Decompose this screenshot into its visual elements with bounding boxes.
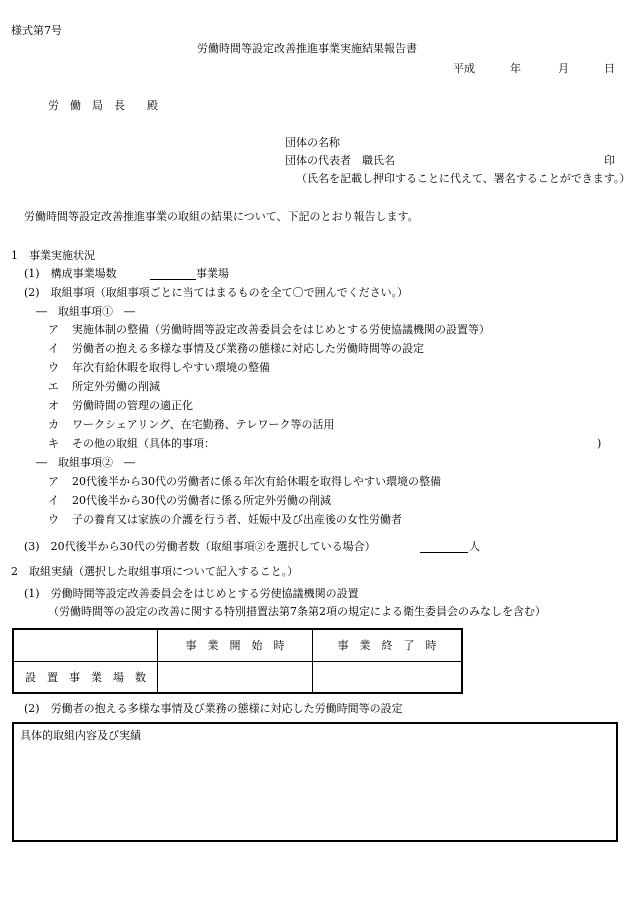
list-item: 20代後半から30代の労働者に係る所定外労働の削減 <box>72 494 331 507</box>
item1-label: (1) 構成事業場数 <box>24 267 117 280</box>
details-label: 具体的取組内容及び実績 <box>20 729 141 742</box>
list-item-mark[interactable]: オ <box>48 399 59 412</box>
other-close-paren: ) <box>597 437 602 450</box>
list-item: 実施体制の整備（労働時間等設定改善委員会をはじめとする労使協議機関の設置等） <box>72 323 490 336</box>
list-item: 20代後半から30代の労働者に係る年次有給休暇を取得しやすい環境の整備 <box>72 475 441 488</box>
intro-text: 労働時間等設定改善推進事業の取組の結果について、下記のとおり報告します。 <box>24 210 419 223</box>
list-item-mark[interactable]: イ <box>48 342 59 355</box>
site-count-field[interactable] <box>150 268 196 280</box>
list-item-mark[interactable]: ウ <box>48 513 59 526</box>
list-item-mark[interactable]: イ <box>48 494 59 507</box>
end-site-count-cell[interactable] <box>313 661 463 693</box>
date-day: 日 <box>604 62 615 75</box>
list-item: 年次有給休暇を取得しやすい環境の整備 <box>72 361 270 374</box>
col-start-header: 事 業 開 始 時 <box>158 629 313 661</box>
row-label-site-count: 設 置 事 業 場 数 <box>13 661 158 693</box>
list-item-mark[interactable]: ウ <box>48 361 59 374</box>
list-item: ワークシェアリング、在宅勤務、テレワーク等の活用 <box>72 418 335 431</box>
list-item: 子の養育又は家族の介護を行う者、妊娠中及び出産後の女性労働者 <box>72 513 402 526</box>
section2-item1: (1) 労働時間等設定改善委員会をはじめとする労使協議機関の設置 <box>24 587 359 600</box>
table-corner-cell <box>13 629 158 661</box>
list-item-mark[interactable]: エ <box>48 380 59 393</box>
details-textarea[interactable] <box>12 722 618 842</box>
form-number: 様式第7号 <box>11 24 62 37</box>
list-item: 労働時間の管理の適正化 <box>72 399 193 412</box>
date-era: 平成 <box>453 62 475 75</box>
representative-label: 団体の代表者 職氏名 <box>285 154 395 167</box>
committee-table <box>12 628 463 694</box>
seal-mark: 印 <box>604 154 615 167</box>
list-item: 労働者の抱える多様な事情及び業務の態様に対応した労働時間等の設定 <box>72 342 424 355</box>
addressee: 労 働 局 長 殿 <box>48 99 158 112</box>
list-item-mark[interactable]: カ <box>48 418 59 431</box>
section2-heading: 2 取組実績（選択した取組事項について記入すること。） <box>11 565 299 578</box>
list-item-mark[interactable]: キ <box>48 437 59 450</box>
list-item-mark[interactable]: ア <box>48 475 59 488</box>
list-item-mark[interactable]: ア <box>48 323 59 336</box>
group2-heading: ― 取組事項② ― <box>36 456 135 469</box>
worker-count-field[interactable] <box>420 541 468 553</box>
item3-suffix: 人 <box>469 540 480 553</box>
start-site-count-cell[interactable] <box>158 661 313 693</box>
org-name-label: 団体の名称 <box>285 136 340 149</box>
section2-item1-note: （労働時間等の設定の改善に関する特別措置法第7条第2項の規定による衛生委員会のみなしを含む） <box>48 605 546 618</box>
group1-heading: ― 取組事項① ― <box>36 305 135 318</box>
signature-note: （氏名を記載し押印することに代えて、署名することができます。） <box>296 172 630 185</box>
date-month: 月 <box>558 62 569 75</box>
item2-label: (2) 取組事項（取組事項ごとに当てはまるものを全て〇で囲んでください。） <box>24 286 409 299</box>
col-end-header: 事 業 終 了 時 <box>313 629 463 661</box>
date-year: 年 <box>510 62 521 75</box>
document-title: 労働時間等設定改善推進事業実施結果報告書 <box>197 42 417 55</box>
list-item: その他の取組（具体的事項： <box>72 437 215 450</box>
item3-label: (3) 20代後半から30代の労働者数（取組事項②を選択している場合） <box>24 540 376 553</box>
section1-heading: 1 事業実施状況 <box>11 249 95 262</box>
section2-item2: (2) 労働者の抱える多様な事情及び業務の態様に対応した労働時間等の設定 <box>24 702 403 715</box>
item1-suffix: 事業場 <box>196 267 229 280</box>
list-item: 所定外労働の削減 <box>72 380 160 393</box>
